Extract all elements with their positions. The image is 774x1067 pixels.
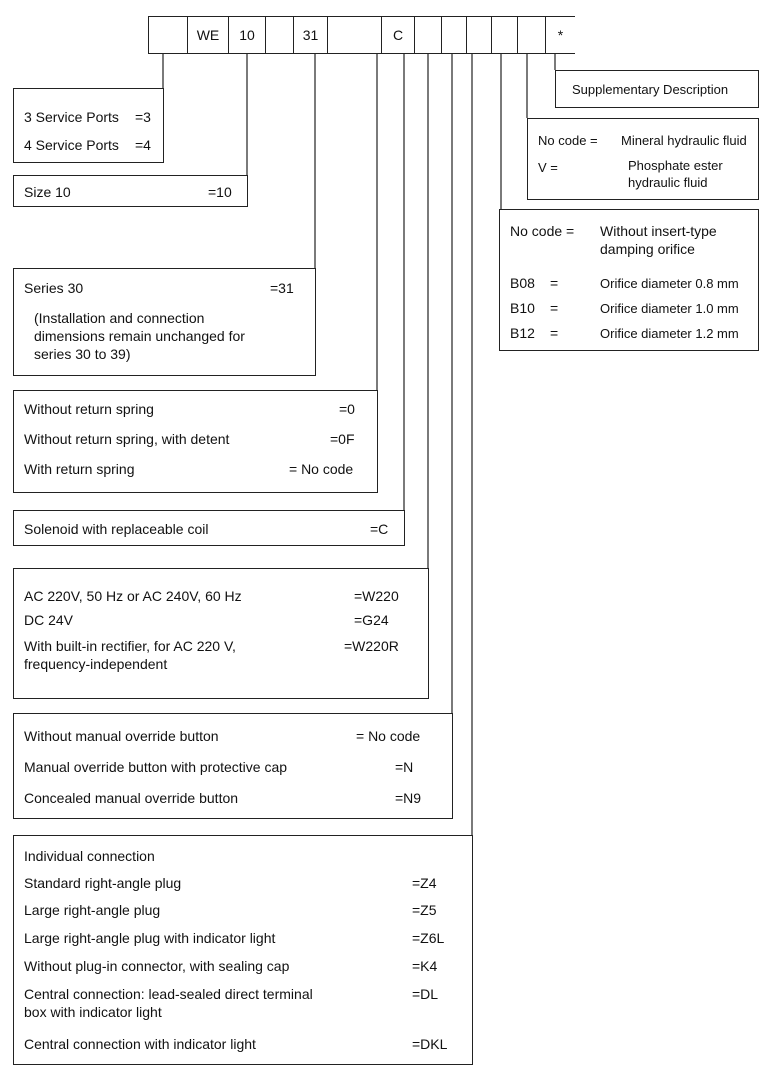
code-cell-8 xyxy=(414,16,442,54)
fluid-code-1: No code = xyxy=(538,133,598,148)
orifice-desc-2: Orifice diameter 0.8 mm xyxy=(600,276,739,291)
fluid-code-2: V = xyxy=(538,160,558,175)
voltage-value-3: =W220R xyxy=(344,638,399,654)
code-cell-series: 31 xyxy=(293,16,328,54)
spring-label-3: With return spring xyxy=(24,461,135,477)
connection-label-3: Large right-angle plug with indicator light xyxy=(24,930,276,946)
ports-box xyxy=(13,88,164,163)
override-label-1: Without manual override button xyxy=(24,728,219,744)
code-cell-we: WE xyxy=(187,16,229,54)
connection-value-1: =Z4 xyxy=(412,875,437,891)
spring-box xyxy=(13,390,378,493)
orifice-eq-4: = xyxy=(550,325,559,341)
code-cell-10 xyxy=(466,16,492,54)
supplementary-box xyxy=(555,70,759,108)
orifice-desc-4: Orifice diameter 1.2 mm xyxy=(600,326,739,341)
spring-label-1: Without return spring xyxy=(24,401,154,417)
spring-value-3: = No code xyxy=(289,461,354,477)
supplementary-label: Supplementary Description xyxy=(572,82,729,97)
override-value-2: =N xyxy=(395,759,414,775)
connection-label-2: Large right-angle plug xyxy=(24,902,161,918)
fluid-desc-1: Mineral hydraulic fluid xyxy=(621,133,747,148)
connection-value-2: =Z5 xyxy=(412,902,437,918)
orifice-eq-2: = xyxy=(550,275,559,291)
spring-value-2: =0F xyxy=(330,431,355,447)
series-box xyxy=(13,268,316,376)
orifice-code-3: B10 xyxy=(510,300,535,316)
voltage-label-3: With built-in rectifier, for AC 220 V, frequency-independent xyxy=(24,638,236,672)
spring-value-1: =0 xyxy=(339,401,355,417)
orifice-desc-1: Without insert-type damping orifice xyxy=(600,223,717,257)
orifice-code-4: B12 xyxy=(510,325,535,341)
voltage-label-2: DC 24V xyxy=(24,612,74,628)
ports-label-1: 3 Service Ports xyxy=(24,109,119,125)
orifice-code-2: B08 xyxy=(510,275,535,291)
ports-value-1: =3 xyxy=(135,109,151,125)
size-box xyxy=(13,175,248,207)
series-value: =31 xyxy=(270,280,294,296)
code-cell-9 xyxy=(441,16,467,54)
voltage-value-1: =W220 xyxy=(354,588,399,604)
connection-label-4: Without plug-in connector, with sealing cap xyxy=(24,958,290,974)
connection-label-5: Central connection: lead-sealed direct terminal box with indicator light xyxy=(24,986,313,1020)
code-cell-4 xyxy=(265,16,294,54)
orifice-box xyxy=(499,209,759,351)
code-cell-size: 10 xyxy=(228,16,266,54)
override-box xyxy=(13,713,453,819)
code-cell-c: C xyxy=(381,16,415,54)
connection-value-6: =DKL xyxy=(412,1036,448,1052)
connection-value-4: =K4 xyxy=(412,958,438,974)
override-label-2: Manual override button with protective cap xyxy=(24,759,288,775)
code-cell-star: * xyxy=(545,16,575,54)
connection-header: Individual connection xyxy=(24,848,155,864)
voltage-label-1: AC 220V, 50 Hz or AC 240V, 60 Hz xyxy=(24,588,242,604)
voltage-value-2: =G24 xyxy=(354,612,389,628)
ports-label-2: 4 Service Ports xyxy=(24,137,119,153)
size-label: Size 10 xyxy=(24,184,71,200)
connection-label-6: Central connection with indicator light xyxy=(24,1036,256,1052)
voltage-box xyxy=(13,568,429,699)
code-cell-12 xyxy=(517,16,546,54)
orifice-desc-3: Orifice diameter 1.0 mm xyxy=(600,301,739,316)
ports-value-2: =4 xyxy=(135,137,151,153)
fluid-box xyxy=(527,118,759,200)
series-note: (Installation and connection dimensions remain unchanged for series 30 to 39) xyxy=(34,310,245,362)
solenoid-label: Solenoid with replaceable coil xyxy=(24,521,209,537)
code-cell-slash xyxy=(327,16,382,54)
override-value-3: =N9 xyxy=(395,790,422,806)
series-label: Series 30 xyxy=(24,280,84,296)
solenoid-value: =C xyxy=(370,521,389,537)
code-cell-1 xyxy=(148,16,188,54)
spring-label-2: Without return spring, with detent xyxy=(24,431,230,447)
connection-box xyxy=(13,835,473,1065)
override-value-1: = No code xyxy=(356,728,421,744)
connection-label-1: Standard right-angle plug xyxy=(24,875,182,891)
connection-value-5: =DL xyxy=(412,986,439,1002)
orifice-code-1: No code = xyxy=(510,223,575,239)
size-value: =10 xyxy=(208,184,232,200)
solenoid-box xyxy=(13,510,405,546)
fluid-desc-2: Phosphate ester hydraulic fluid xyxy=(628,158,723,190)
override-label-3: Concealed manual override button xyxy=(24,790,239,806)
code-cell-11 xyxy=(491,16,518,54)
connection-value-3: =Z6L xyxy=(412,930,445,946)
orifice-eq-3: = xyxy=(550,300,559,316)
